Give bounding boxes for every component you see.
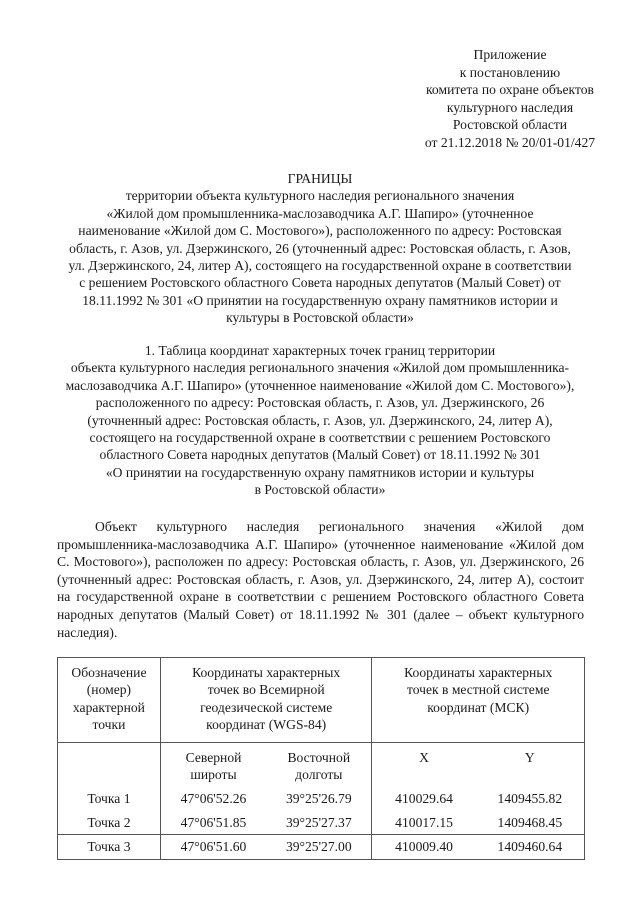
appendix-line: Приложение	[473, 47, 547, 62]
cell-point: Точка 3	[58, 835, 161, 859]
subheader-x: X	[372, 742, 476, 787]
section-heading	[28, 342, 612, 499]
header-msk: Координаты характерных точек в местной системе координат (МСК)	[372, 658, 585, 743]
cell-lat: 47°06'51.60	[160, 835, 266, 859]
table-subheader-row	[58, 742, 585, 787]
appendix-block	[395, 46, 625, 152]
subheader-north: Северной широты	[160, 742, 266, 787]
table-row	[58, 787, 585, 810]
cell-lat: 47°06'52.26	[160, 787, 266, 810]
title-line: ул. Дзержинского, 24, литер А), состоящего на государственной охране в соответствии	[68, 258, 572, 274]
section-line: 1. Таблица координат характерных точек границ территории	[144, 343, 496, 358]
title-line: культуры в Ростовской области»	[226, 310, 414, 326]
cell-point: Точка 2	[58, 811, 161, 835]
appendix-line: от 21.12.2018 № 20/01-01/427	[424, 134, 596, 150]
coordinates-table	[57, 657, 585, 860]
cell-y: 1409455.82	[476, 787, 585, 810]
appendix-line: Ростовской области	[452, 117, 568, 133]
title-line: «Жилой дом промышленника-маслозаводчика А.Г. Шапиро» (уточненное	[106, 205, 534, 221]
section-line: в Ростовской области»	[254, 482, 386, 498]
table-row	[58, 835, 585, 859]
table-header-row	[58, 658, 585, 743]
appendix-line: комитета по охране объектов	[426, 82, 594, 98]
document-title	[28, 170, 612, 327]
title-line: с решением Ростовского областного Совета народных депутатов (Малый Совет) от	[79, 275, 561, 291]
body-paragraph: Объект культурного наследия регионального значения «Жилой дом промышленника-маслозаводчика А.Г. Шапиро» (уточненное наименование «Жилой дом С. Мостового»), расположен по адресу: Ростовская область, г. Азов, ул. Дзержинского, 26 (уточненный адрес: Ростовская область, г. Азов, ул. Дзержинского, 24, литер А), состоит на государственной охране в соответствии с решением Ростовского областного Совета народных депутатов (Малый Совет) от 18.11.1992 № 301 (далее – объект культурного наследия).	[57, 519, 584, 640]
title-line: наименование «Жилой дом С. Мостового»), расположенного по адресу: Ростовская	[78, 223, 562, 239]
section-line: маслозаводчика А.Г. Шапиро» (уточненное наименование «Жилой дом С. Мостового»),	[65, 377, 575, 393]
cell-lon: 39°25'27.00	[266, 835, 372, 859]
cell-x: 410017.15	[372, 811, 476, 835]
subheader-east: Восточной долготы	[266, 742, 372, 787]
section-line: расположенного по адресу: Ростовская область, г. Азов, ул. Дзержинского, 26	[95, 395, 545, 411]
subheader-y: Y	[476, 742, 585, 787]
section-line: областного Совета народных депутатов (Малый Совет) от 18.11.1992 № 301	[99, 447, 541, 463]
appendix-line: культурного наследия	[446, 99, 574, 115]
title-line: 18.11.1992 № 301 «О принятии на государственную охрану памятников истории и	[82, 292, 558, 308]
cell-x: 410009.40	[372, 835, 476, 859]
cell-point: Точка 1	[58, 787, 161, 810]
cell-lat: 47°06'51.85	[160, 811, 266, 835]
title-line: область, г. Азов, ул. Дзержинского, 26 (уточненный адрес: Ростовская область, г. Азов,	[69, 240, 571, 256]
cell-x: 410029.64	[372, 787, 476, 810]
table-row	[58, 811, 585, 835]
section-line: состоящего на государственной охране в соответствии с решением Ростовского	[89, 430, 551, 446]
cell-lon: 39°25'26.79	[266, 787, 372, 810]
section-line: (уточненный адрес: Ростовская область, г. Азов, ул. Дзержинского, 24, литер А),	[87, 412, 553, 428]
title-line: территории объекта культурного наследия регионального значения	[125, 188, 515, 204]
cell-y: 1409468.45	[476, 811, 585, 835]
subheader-empty	[58, 742, 161, 787]
cell-y: 1409460.64	[476, 835, 585, 859]
header-point-designation: Обозначение (номер) характерной точки	[58, 658, 161, 743]
cell-lon: 39°25'27.37	[266, 811, 372, 835]
section-line: объекта культурного наследия регионального значения «Жилой дом промышленника-	[70, 360, 570, 376]
appendix-line: к постановлению	[459, 64, 561, 80]
title-heading: ГРАНИЦЫ	[287, 171, 353, 186]
header-wgs84: Координаты характерных точек во Всемирной геодезической системе координат (WGS-84)	[160, 658, 372, 743]
section-line: «О принятии на государственную охрану памятников истории и культуры	[105, 464, 535, 480]
